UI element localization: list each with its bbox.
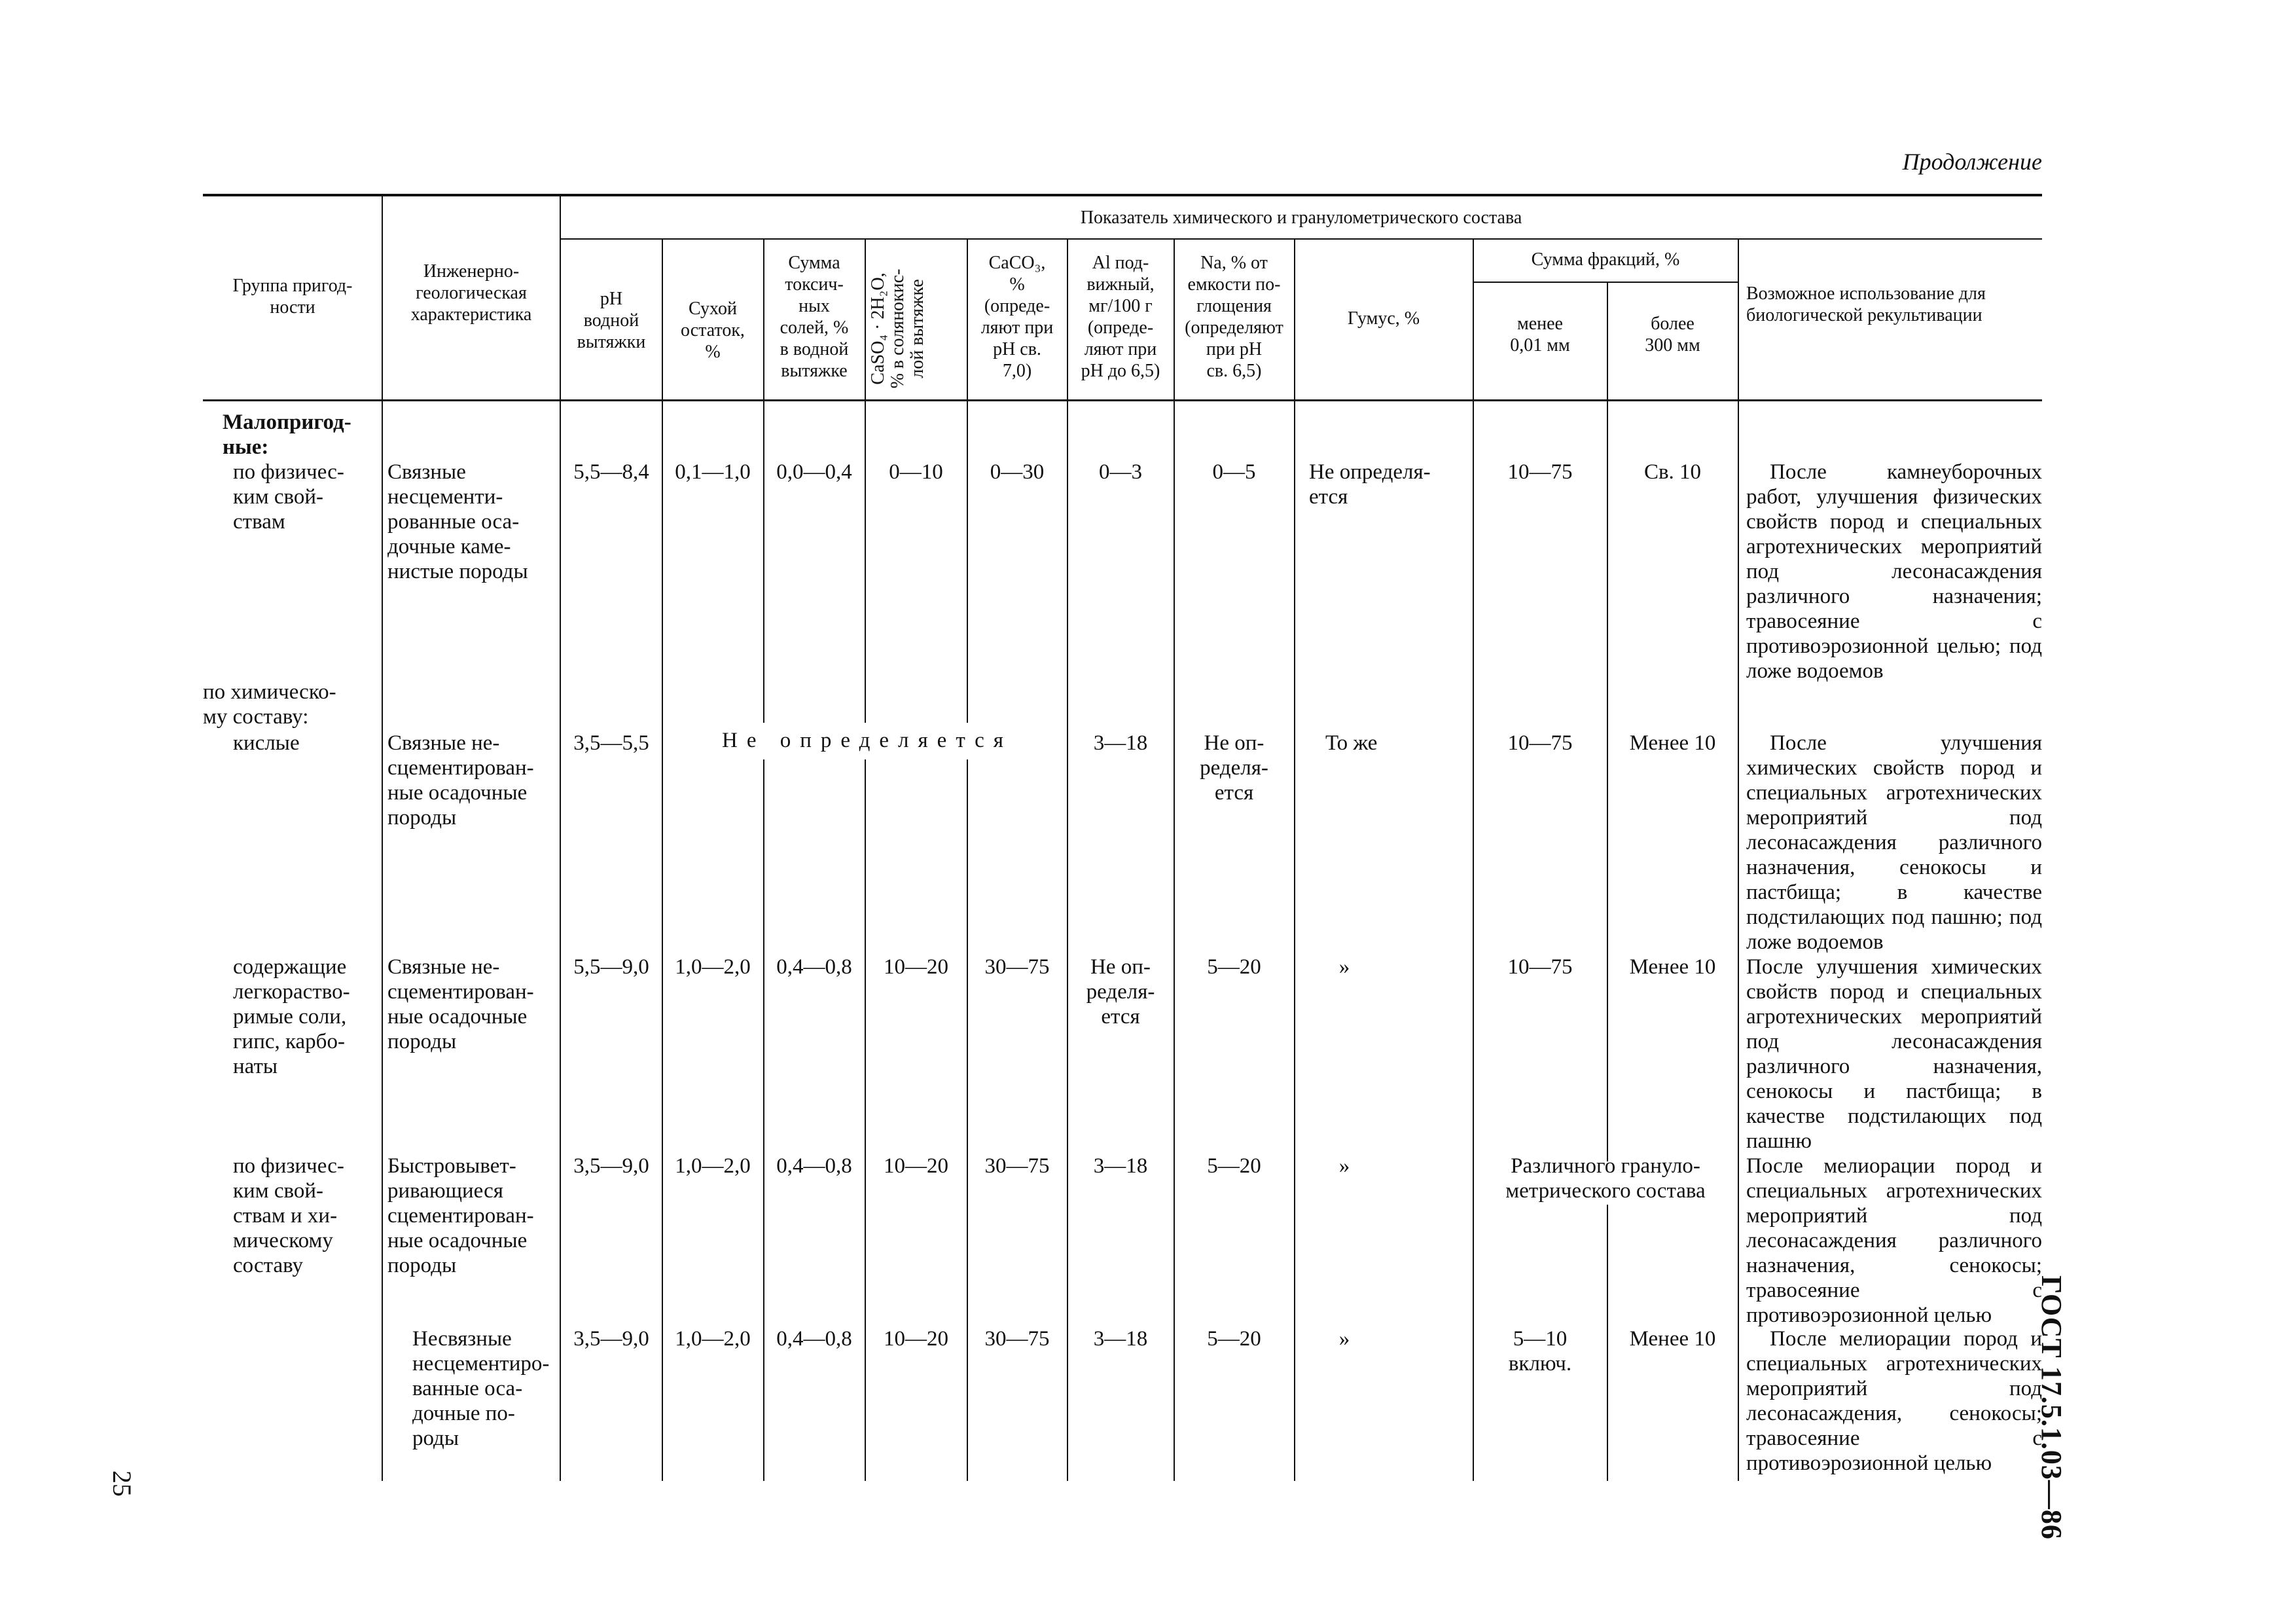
row3-toxic: 0,4—0,8: [776, 955, 852, 979]
row3-fraction-more: Менее 10: [1629, 955, 1716, 979]
row2-eng: Связные не- сцементирован- ные осадочные породы: [387, 731, 534, 830]
header-fraction-more: более 300 мм: [1645, 314, 1700, 356]
col-divider-6b: [967, 759, 968, 1481]
row1-fraction-less: 10—75: [1507, 460, 1573, 484]
row5-toxic: 0,4—0,8: [776, 1327, 852, 1351]
row3-use: После улучшения химических свойств пород и специальных агротехнических мероприятий под лесонасаждения различного назначения, сенокосы и пастбища; в качестве подстилающих под пашню: [1746, 955, 2042, 1153]
row5-dry: 1,0—2,0: [675, 1327, 751, 1351]
header-ph: pH водной вытяжки: [577, 289, 646, 352]
header-indicator: Показатель химического и гранулометрического состава: [1080, 208, 1522, 228]
row5-eng: Несвязные несцементиро- ванные оса- дочные по- роды: [412, 1327, 550, 1450]
row1-dry: 0,1—1,0: [675, 460, 751, 484]
indicator-header-rule: [560, 238, 2042, 240]
row4-group: по физичес- ким свой- ствам и хи- мическому составу: [233, 1154, 344, 1277]
row5-caso4: 10—20: [884, 1327, 948, 1351]
row3-eng: Связные не- сцементирован- ные осадочные породы: [387, 955, 534, 1053]
row1-use: После камнеуборочных работ, улучшения физических свойств пород и специальных агротехнических мероприятий под лесонасаждения различного назначения; травосеяние с противоэрозионной целью; под ложе водоемов: [1746, 460, 2042, 683]
header-caso4: CaSO₄ · 2H₂O, % в солянокис- лой вытяжке: [868, 268, 927, 389]
row5-fraction-less: 5—10 включ.: [1508, 1327, 1572, 1376]
row2-al: 3—18: [1093, 731, 1148, 755]
header-engineering: Инженерно- геологическая характеристика: [410, 261, 532, 325]
col-divider-3: [662, 238, 663, 1481]
col-divider-5b: [865, 759, 866, 1481]
header-caco3: CaCO₃, % (опреде- ляют при pH св. 7,0): [980, 253, 1054, 381]
col-divider-2: [560, 194, 561, 1481]
row3-dry: 1,0—2,0: [675, 955, 751, 979]
header-fraction-less: менее 0,01 мм: [1510, 314, 1570, 356]
page-number: 25: [107, 1470, 137, 1497]
row1-fraction-more: Св. 10: [1643, 460, 1702, 484]
continued-label: Продолжение: [1902, 149, 2042, 175]
row3-caco3: 30—75: [984, 955, 1050, 979]
row4-al: 3—18: [1093, 1154, 1148, 1178]
table-top-rule: [203, 194, 2042, 196]
row2-ph: 3,5—5,5: [573, 731, 649, 755]
not-determined-span: Не определяется: [684, 729, 1050, 755]
col-divider-8: [1174, 238, 1175, 1481]
row5-al: 3—18: [1093, 1327, 1148, 1351]
row1-caso4: 0—10: [889, 460, 943, 484]
row5-na: 5—20: [1207, 1327, 1261, 1351]
row2-use: После улучшения химических свойств пород и специальных агротехнических мероприятий под лесонасаждения различного назначения, сенокосы и пастбища; в качестве подстилающих под пашню; под ложе водоемов: [1746, 731, 2042, 954]
col-divider-1: [382, 194, 383, 1481]
row4-dry: 1,0—2,0: [675, 1154, 751, 1178]
doc-code-vertical: ГОСТ 17.5.1.03—86: [2036, 1275, 2068, 1540]
row1-toxic: 0,0—0,4: [776, 460, 852, 484]
header-na: Na, % от емкости по- глощения (определяют при pH св. 6,5): [1185, 253, 1283, 381]
row4-ph: 3,5—9,0: [573, 1154, 649, 1178]
fractions-header-rule: [1473, 282, 1738, 283]
header-fractions: Сумма фракций, %: [1531, 249, 1680, 270]
header-use: Возможное использование для биологической рекультивации: [1746, 283, 1986, 325]
row4-fraction-span: Различного грануло- метрического состава: [1505, 1154, 1706, 1203]
row4-caso4: 10—20: [884, 1154, 948, 1178]
row5-ph: 3,5—9,0: [573, 1327, 649, 1351]
row3-caso4: 10—20: [884, 955, 948, 979]
row3-humus: »: [1338, 955, 1350, 979]
row5-use: После мелиорации пород и специальных агротехнических мероприятий под лесонасаждения, сенокосы; травосеяние с противоэрозионной целью: [1746, 1327, 2042, 1475]
row1-ph: 5,5—8,4: [573, 460, 649, 484]
col-divider-4b: [763, 759, 764, 1481]
row1-humus: Не определя- ется: [1309, 460, 1431, 509]
row2-group: кислые: [233, 731, 300, 755]
row3-group: содержащие легкораство- римые соли, гипс, карбо- наты: [233, 955, 350, 1078]
col-divider-9: [1294, 238, 1295, 1481]
row4-humus: »: [1338, 1154, 1350, 1178]
row3-al: Не оп- ределя- ется: [1086, 955, 1155, 1029]
row2-na: Не оп- ределя- ется: [1200, 731, 1268, 805]
col-divider-12: [1738, 238, 1739, 1481]
header-bottom-rule: [203, 399, 2042, 401]
row3-ph: 5,5—9,0: [573, 955, 649, 979]
group-title: Малопригод- ные:: [223, 410, 351, 459]
header-al: Al под- вижный, мг/100 г (опреде- ляют при pH до 6,5): [1081, 253, 1160, 381]
row2-fraction-more: Менее 10: [1629, 731, 1716, 755]
row4-eng: Быстровывет- ривающиеся сцементирован- ные осадочные породы: [387, 1154, 534, 1277]
header-humus: Гумус, %: [1347, 308, 1420, 329]
header-group: Группа пригод- ности: [232, 276, 353, 318]
row4-caco3: 30—75: [984, 1154, 1050, 1178]
group-physical-label: по физичес- ким свой- ствам: [233, 460, 344, 534]
row1-caco3: 0—30: [990, 460, 1045, 484]
row3-fraction-less: 10—75: [1507, 955, 1573, 979]
row4-toxic: 0,4—0,8: [776, 1154, 852, 1178]
header-toxic-salts: Сумма токсич- ных солей, % в водной вытяжке: [780, 253, 849, 381]
col-divider-11a: [1607, 282, 1608, 1161]
row1-na: 0—5: [1212, 460, 1256, 484]
row2-fraction-less: 10—75: [1507, 731, 1573, 755]
row5-caco3: 30—75: [984, 1327, 1050, 1351]
row5-humus: »: [1338, 1327, 1350, 1351]
row1-eng: Связные несцементи- рованные оса- дочные каме- нистые породы: [387, 460, 528, 583]
row2-humus: То же: [1325, 731, 1378, 755]
group-chemical-label: по химическо- му составу:: [203, 680, 336, 729]
col-divider-10: [1473, 238, 1474, 1481]
header-dry-residue: Сухой остаток, %: [681, 299, 745, 362]
row5-fraction-more: Менее 10: [1629, 1327, 1716, 1351]
row4-na: 5—20: [1207, 1154, 1261, 1178]
row3-na: 5—20: [1207, 955, 1261, 979]
row4-use: После мелиорации пород и специальных агротехнических мероприятий под лесонасаждения различного назначения, сенокосы; травосеяние с противоэрозионной целью: [1746, 1154, 2042, 1327]
col-divider-7: [1067, 238, 1068, 1481]
row1-al: 0—3: [1099, 460, 1142, 484]
